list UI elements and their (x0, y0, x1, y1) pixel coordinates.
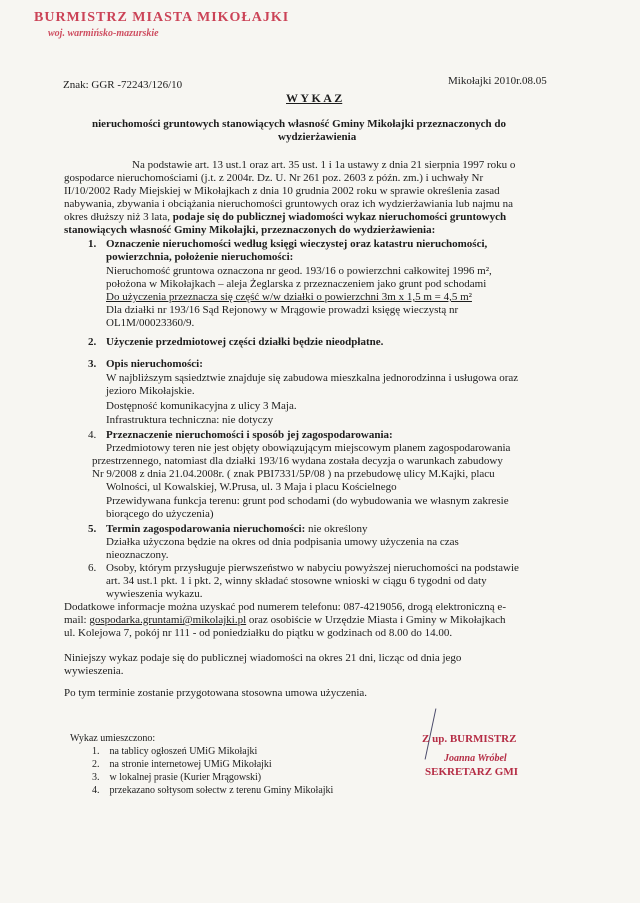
section-4-text: Przewidywana funkcja terenu: grunt pod schodami (do wybudowania we własnym zakresie (106, 495, 509, 507)
info-text: Dodatkowe informacje można uzyskać pod numerem telefonu: 087-4219056, drogą elektroniczną e- (64, 601, 506, 613)
office-stamp (34, 10, 289, 39)
section-6-text: wywieszenia wykazu. (106, 588, 203, 600)
section-1-text: Dla działki nr 193/16 Sąd Rejonowy w Mrągowie prowadzi księgę wieczystą nr (106, 304, 459, 316)
section-5-heading: Termin zagospodarowania nieruchomości: (106, 523, 306, 535)
section-5-text: Działka użyczona będzie na okres od dnia podpisania umowy użyczenia na czas (106, 536, 459, 548)
section-4-text: przestrzennego, natomiast dla działki 193/16 wydana została decyzja o warunkach zabudowy (92, 455, 503, 467)
section-5-text: nieoznaczony. (106, 549, 169, 561)
stamp-line-2: woj. warmińsko-mazurskie (48, 28, 159, 39)
section-5-heading-line: Termin zagospodarowania nieruchomości: nie określony (106, 523, 368, 535)
signature-name: Joanna Wróbel (444, 753, 507, 764)
section-3-text: Dostępność komunikacyjna z ulicy 3 Maja. (106, 400, 297, 412)
section-number: 1. (88, 238, 97, 250)
closing-text: Po tym terminie zostanie przygotowana stosowna umowa użyczenia. (64, 687, 368, 699)
section-1-text: Nieruchomość gruntowa oznaczona nr geod. 193/16 o powierzchni całkowitej 1996 m², (106, 265, 492, 277)
section-1-text: położona w Mikołajkach – aleja Żeglarska z przeznaczeniem jako grunt pod schodami (106, 278, 487, 290)
intro-line: II/10/2002 Rady Miejskiej w Mikołajkach z dnia 10 grudnia 2002 roku w sprawie określenia zasad (64, 185, 500, 197)
info-text: ul. Kolejowa 7, pokój nr 111 - od poniedziałku do piątku w godzinach od 8.00 do 14.00. (64, 627, 453, 639)
signature-role: SEKRETARZ GMI (425, 766, 519, 778)
section-6-text: Osoby, którym przysługuje pierwszeństwo w nabyciu powyższej nieruchomości na podstawie (106, 562, 519, 574)
document-title: W Y K A Z (286, 91, 343, 105)
posted-item: 3. w lokalnej prasie (Kurier Mrągowski) (92, 772, 262, 783)
intro-line: gospodarce nieruchomościami (j.t. z 2004r. Dz. U. Nr 261 poz. 2603 z późn. zm.) i uchwały Nr (64, 172, 484, 184)
section-number: 4. (88, 429, 97, 441)
section-4-text: Nr 9/2008 z dnia 21.04.2008r. ( znak PBI7331/5P/08 ) na przebudowę ulicy M.Kajki, placu (92, 468, 495, 480)
section-1-text: Do użyczenia przeznacza się część w/w działki o powierzchni 3m x 1,5 m = 4,5 m² (106, 291, 472, 303)
signature-title: Z up. BURMISTRZ (422, 733, 517, 745)
email-link[interactable]: gospodarka.gruntami@mikolajki.pl (89, 614, 247, 626)
section-3-text: jezioro Mikołajskie. (106, 385, 195, 397)
section-number: 6. (88, 562, 97, 574)
section-4-text: biorącego do użyczenia) (106, 508, 214, 520)
intro-line: okres dłuższy niż 3 lata, podaje się do publicznej wiadomości wykaz nieruchomości gruntowych (64, 211, 507, 223)
section-4-text: Przedmiotowy teren nie jest objęty obowiązującym miejscowym planem zagospodarowania (106, 442, 511, 454)
place-date: Mikołajki 2010r.08.05 (448, 75, 547, 87)
subtitle-line-1: nieruchomości gruntowych stanowiących własność Gminy Mikołajki przeznaczonych do (92, 118, 507, 130)
period-text: wywieszenia. (64, 665, 124, 677)
posted-item: 1. na tablicy ogłoszeń UMiG Mikołajki (92, 746, 258, 757)
intro-line: Na podstawie art. 13 ust.1 oraz art. 35 ust. 1 i 1a ustawy z dnia 21 sierpnia 1997 roku o (132, 159, 516, 171)
stamp-line-1: BURMISTRZ MIASTA MIKOŁAJKI (34, 10, 290, 25)
posted-heading: Wykaz umieszczono: (70, 733, 156, 744)
posted-item: 2. na stronie internetowej UMiG Mikołajki (92, 759, 272, 770)
section-number: 3. (88, 358, 97, 370)
intro-line: stanowiących własność Gminy Mikołajki, przeznaczonych do wydzierżawienia: (64, 224, 436, 236)
section-number: 2. (88, 336, 97, 348)
subtitle-line-2: wydzierżawienia (278, 131, 357, 143)
section-4-text: Wolności, ul Kowalskiej, W.Prusa, ul. 3 Maja i placu Kościelnego (106, 481, 397, 493)
section-1-text: OL1M/00023360/9. (106, 317, 195, 329)
section-2-heading: Użyczenie przedmiotowej części działki będzie nieodpłatne. (106, 336, 384, 348)
reference-number: Znak: GGR -72243/126/10 (63, 79, 183, 91)
period-text: Niniejszy wykaz podaje się do publicznej wiadomości na okres 21 dni, licząc od dnia jego (64, 652, 462, 664)
section-1-heading: powierzchnia, położenie nieruchomości: (106, 251, 294, 263)
info-text: mail: gospodarka.gruntami@mikolajki.pl oraz osobiście w Urzędzie Miasta i Gminy w Mikołajkach (64, 614, 506, 626)
section-1-heading: Oznaczenie nieruchomości według księgi wieczystej oraz katastru nieruchomości, (106, 238, 488, 250)
section-number: 5. (88, 523, 97, 535)
posted-item: 4. przekazano sołtysom sołectw z terenu Gminy Mikołajki (92, 785, 334, 796)
section-6-text: art. 34 ust.1 pkt. 1 i pkt. 2, winny składać stosowne wnioski w ciągu 6 tygodni od daty (106, 575, 487, 587)
section-3-text: W najbliższym sąsiedztwie znajduje się zabudowa mieszkalna jednorodzinna i usługowa oraz (106, 372, 519, 384)
section-3-text: Infrastruktura techniczna: nie dotyczy (106, 414, 274, 426)
section-3-heading: Opis nieruchomości: (106, 358, 203, 370)
intro-line: nabywania, zbywania i obciążania nieruchomości gruntowych oraz ich wydzierżawiania lub najmu na (64, 198, 513, 210)
section-4-heading: Przeznaczenie nieruchomości i sposób jej zagospodarowania: (106, 429, 393, 441)
